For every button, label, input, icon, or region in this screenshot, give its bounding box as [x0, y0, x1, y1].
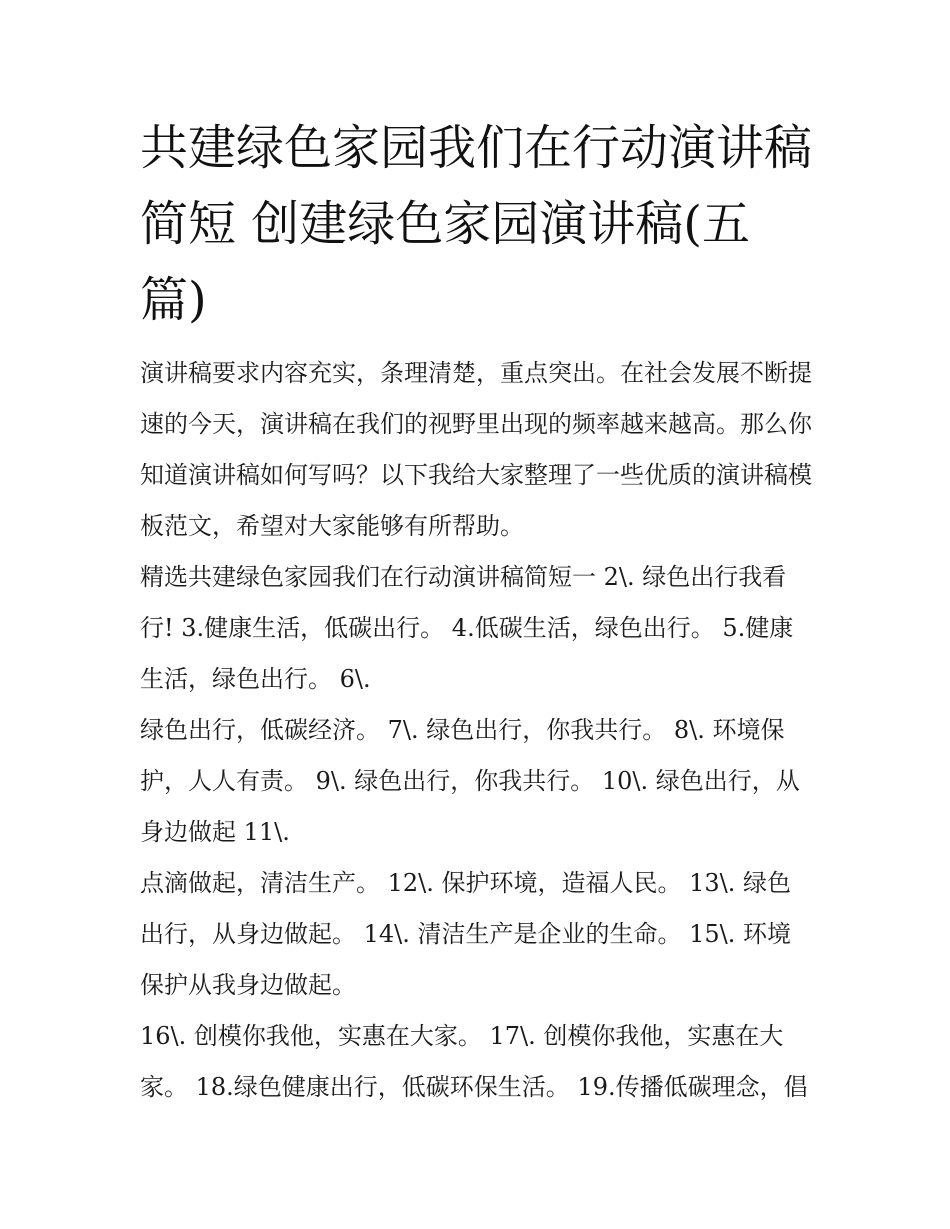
body-paragraph: 绿色出行，低碳经济。 7\. 绿色出行，你我共行。 8\. 环境保护，人人有责。 9\. 绿色出行，你我共行。 10\. 绿色出行，从身边做起 11\. — [140, 716, 800, 846]
body-paragraph: 点滴做起，清洁生产。 12\. 保护环境，造福人民。 13\. 绿色出行，从身边做起。 14\. 清洁生产是企业的生命。 15\. 环境保护从我身边做起。 — [140, 869, 792, 999]
intro-paragraph: 演讲稿要求内容充实，条理清楚，重点突出。在社会发展不断提速的今天，演讲稿在我们的视野里出现的频率越来越高。那么你知道演讲稿如何写吗？以下我给大家整理了一些优质的演讲稿模板范文，希望对大家能够有所帮助。 — [140, 359, 812, 540]
body-paragraph: 精选共建绿色家园我们在行动演讲稿简短一 2\. 绿色出行我看行! 3.健康生活，低碳出行。 4.低碳生活，绿色出行。 5.健康生活，绿色出行。 6\. — [140, 563, 794, 693]
body-paragraph: 16\. 创模你我他，实惠在大家。 17\. 创模你我他，实惠在大家。 18.绿色健康出行，低碳环保生活。 19.传播低碳理念，倡 — [140, 1022, 808, 1101]
document-title: 共建绿色家园我们在行动演讲稿简短 创建绿色家园演讲稿(五篇) — [140, 120, 813, 328]
document-page — [140, 110, 815, 1113]
